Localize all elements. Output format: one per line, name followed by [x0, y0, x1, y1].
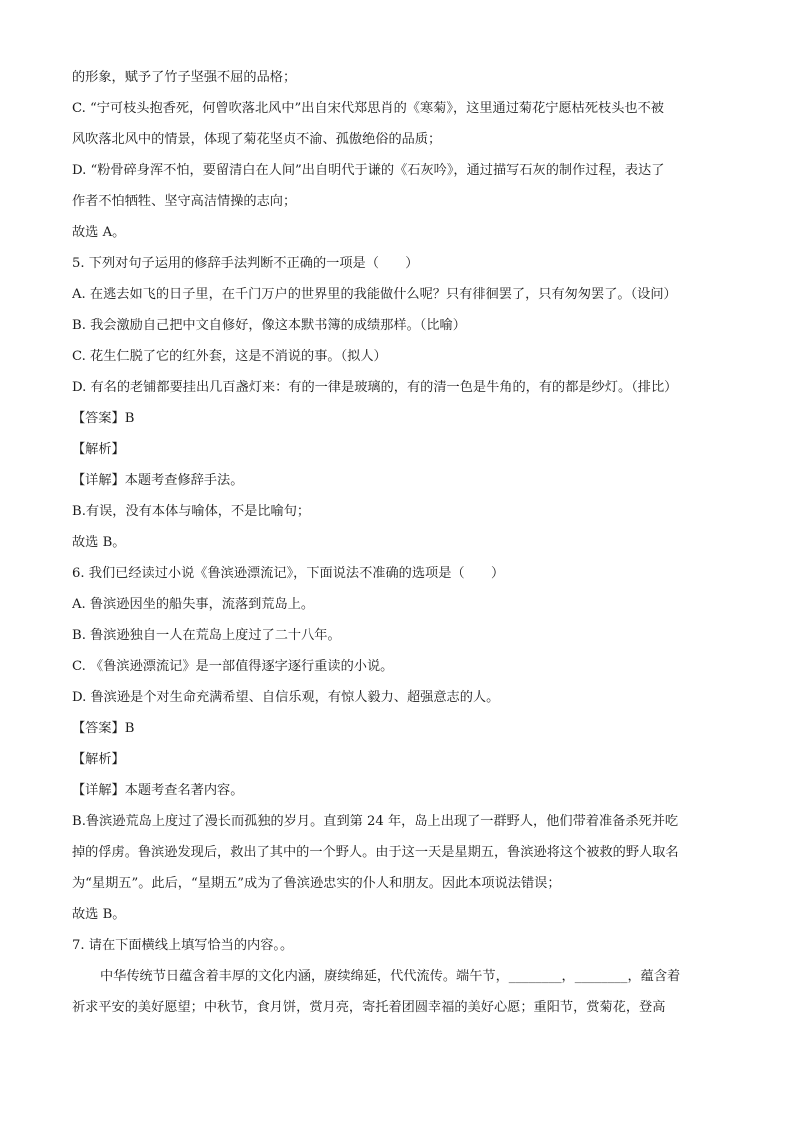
text-line: 掉的俘虏。鲁滨逊发现后，救出了其中的一个野人。由于这一天是星期五，鲁滨逊将这个被救的野人取名: [72, 845, 679, 860]
answer-label: 【答案】B: [72, 411, 135, 426]
question-5-option-d: D. 有名的老铺都要挂出几百盏灯来：有的一律是玻璃的，有的清一色是牛角的，有的都是纱灯。（排比）: [72, 380, 678, 395]
question-7-stem: 7. 请在下面横线上填写恰当的内容。。: [72, 938, 294, 953]
question-5-stem: 5. 下列对句子运用的修辞手法判断不正确的一项是（ ）: [72, 256, 419, 271]
answer-choice-line: 故选 B。: [72, 907, 126, 922]
question-7-passage-line: 中华传统节日蕴含着丰厚的文化内涵，赓续绵延，代代流传。端午节，________，________，蕴含着: [100, 969, 681, 984]
option-c-line: C. “宁可枝头抱香死，何曾吹落北风中”出自宋代郑思肖的《寒菊》，这里通过菊花宁愿枯死枝头也不被: [72, 101, 664, 116]
question-5-option-a: A. 在逃去如飞的日子里，在千门万户的世界里的我能做什么呢？只有徘徊罢了，只有匆匆罢了。（设问）: [72, 287, 677, 302]
analysis-label: 【解析】: [72, 442, 125, 457]
answer-choice-line: 故选 B。: [72, 535, 126, 550]
text-line: 风吹落北风中的情景，体现了菊花坚贞不渝、孤傲绝俗的品质；: [72, 132, 442, 147]
question-5-option-b: B. 我会激励自己把中文自修好，像这本默书簿的成绩那样。（比喻）: [72, 318, 466, 333]
question-6-option-d: D. 鲁滨逊是个对生命充满希望、自信乐观，有惊人毅力、超强意志的人。: [72, 690, 500, 705]
text-line: 的形象，赋予了竹子坚强不屈的品格；: [72, 70, 297, 85]
question-5-option-c: C. 花生仁脱了它的红外套，这是不消说的事。（拟人）: [72, 349, 387, 364]
question-6-option-a: A. 鲁滨逊因坐的船失事，流落到荒岛上。: [72, 597, 315, 612]
question-6-option-b: B. 鲁滨逊独自一人在荒岛上度过了二十八年。: [72, 628, 341, 643]
text-line: 作者不怕牺牲、坚守高洁情操的志向；: [72, 194, 297, 209]
analysis-label: 【解析】: [72, 752, 125, 767]
answer-choice-line: 故选 A。: [72, 225, 126, 240]
text-line: B.鲁滨逊荒岛上度过了漫长而孤独的岁月。直到第 24 年，岛上出现了一群野人，他们带着准备杀死并吃: [72, 814, 679, 829]
question-7-passage-line: 祈求平安的美好愿望；中秋节，食月饼，赏月亮，寄托着团圆幸福的美好心愿；重阳节，赏菊花，登高: [72, 1000, 666, 1015]
answer-label: 【答案】B: [72, 721, 135, 736]
text-line: B.有误，没有本体与喻体，不是比喻句；: [72, 504, 311, 519]
question-6-option-c: C. 《鲁滨逊漂流记》是一部值得逐字逐行重读的小说。: [72, 659, 394, 674]
option-d-line: D. “粉骨碎身浑不怕，要留清白在人间”出自明代于谦的《石灰吟》，通过描写石灰的制作过程，表达了: [72, 163, 665, 178]
detail-label: 【详解】本题考查修辞手法。: [72, 473, 244, 488]
question-6-stem: 6. 我们已经读过小说《鲁滨逊漂流记》，下面说法不准确的选项是（ ）: [72, 566, 505, 581]
detail-label: 【详解】本题考查名著内容。: [72, 783, 244, 798]
document-page: [72, 62, 722, 1023]
text-line: 为“星期五”。此后，“星期五”成为了鲁滨逊忠实的仆人和朋友。因此本项说法错误；: [72, 876, 561, 891]
